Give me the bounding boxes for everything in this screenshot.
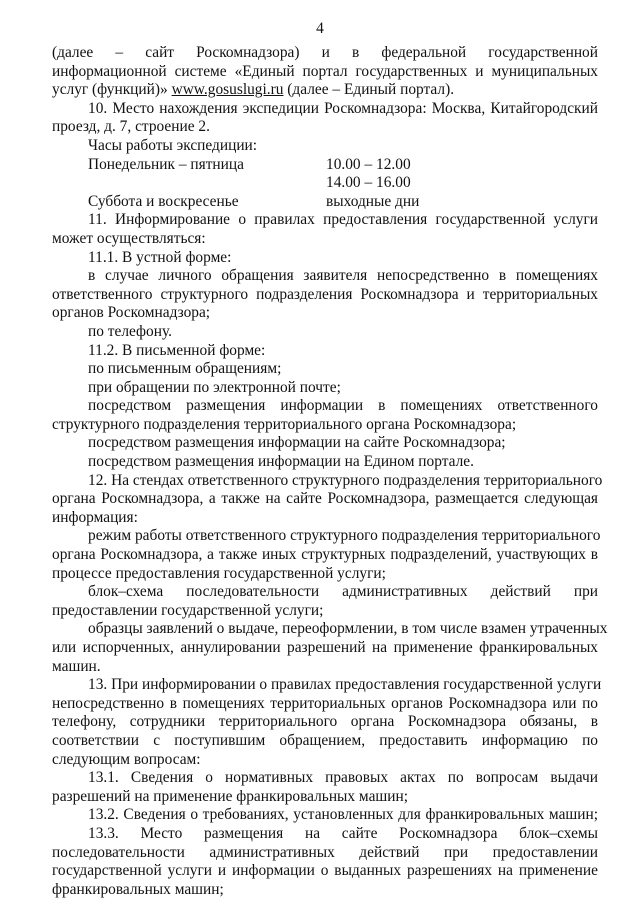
text-line: по письменным обращениям;: [88, 360, 282, 378]
text-line: государственной услуги и информации о выданных разрешениях на применение: [52, 862, 598, 880]
text-line: структурного подразделения территориального органа Роскомнадзора;: [52, 415, 517, 433]
text-line: информационной системе «Единый портал государственных и муниципальных: [52, 62, 598, 80]
text-line: органа Роскомнадзора, а также на сайте Роскомнадзора, размещается следующая: [52, 490, 598, 508]
text-line-portal: [52, 81, 598, 100]
portal-link[interactable]: www.gosuslugi.ru: [171, 81, 284, 99]
paragraph-13-3: 13.3. Место размещения на сайте Роскомнадзора блок–схемы: [88, 824, 598, 842]
page-number: 4: [316, 20, 324, 37]
text-line: разрешений на применение франкировальных машин;: [52, 787, 408, 805]
text-line: следующим вопросам:: [52, 750, 201, 768]
paragraph-13: 13. При информировании о правилах предоставления государственной услуги: [88, 676, 602, 694]
schedule-row: [52, 174, 598, 193]
text-line: посредством размещения информации в помещениях ответственного: [88, 397, 598, 415]
schedule-time: 14.00 – 16.00: [326, 174, 411, 192]
text-line: образцы заявлений о выдаче, переоформлении, в том числе взамен утраченных: [88, 620, 608, 638]
text-line: процессе предоставления государственной услуги;: [52, 564, 386, 582]
text-line: информация:: [52, 508, 138, 526]
paragraph-10: 10. Место нахождения экспедиции Роскомнадзора: Москва, Китайгородский: [88, 99, 598, 117]
text-segment: (далее – Единый портал).: [283, 81, 455, 99]
text-line: или испорченных, аннулировании разрешений на применение франкировальных: [52, 639, 598, 656]
text-line: блок–схема последовательности административных действий при: [88, 583, 598, 601]
text-line: непосредственно в помещениях территориальных органов Роскомнадзора или по: [52, 694, 598, 712]
schedule-days: Понедельник – пятница: [88, 155, 244, 173]
paragraph-11-1: 11.1. В устной форме:: [88, 248, 232, 266]
text-line: телефону, сотрудники территориального органа Роскомнадзора обязаны, в: [52, 713, 598, 731]
schedule-time: 10.00 – 12.00: [326, 155, 411, 173]
text-line: режим работы ответственного структурного подразделения территориального: [88, 527, 601, 545]
text-line: может осуществляться:: [52, 229, 206, 247]
paragraph-12: 12. На стендах ответственного структурного подразделения территориального: [88, 471, 603, 489]
text-line: посредством размещения информации на сайте Роскомнадзора;: [88, 434, 506, 452]
text-line: органа Роскомнадзора, а также иных структурных подразделений, участвующих в: [52, 546, 598, 564]
paragraph-13-1: 13.1. Сведения о нормативных правовых актах по вопросам выдачи: [88, 769, 598, 787]
text-line: ответственного структурного подразделения Роскомнадзора и территориальных: [52, 285, 598, 303]
text-line: предоставлении государственной услуги;: [52, 601, 324, 619]
text-line: по телефону.: [88, 322, 172, 340]
text-line: (далее – сайт Роскомнадзора) и в федеральной государственной: [52, 44, 598, 61]
text-line: органов Роскомнадзора;: [52, 304, 211, 322]
schedule-time: выходные дни: [326, 192, 420, 210]
text-line: последовательности административных действий при предоставлении: [52, 843, 598, 861]
text-line: посредством размещения информации на Едином портале.: [88, 453, 474, 471]
text-line: проезд, д. 7, строение 2.: [52, 118, 210, 136]
text-line: франкировальных машин;: [52, 880, 224, 898]
text-line: в случае личного обращения заявителя непосредственно в помещениях: [88, 267, 598, 285]
text-line: соответствии с поступившим обращением, предоставить информацию по: [52, 731, 598, 749]
schedule-days: Суббота и воскресенье: [88, 192, 239, 210]
paragraph-11-2: 11.2. В письменной форме:: [88, 341, 266, 359]
paragraph-13-2: 13.2. Сведения о требованиях, установленных для франкировальных машин;: [88, 806, 598, 824]
schedule-heading: Часы работы экспедиции:: [88, 136, 258, 154]
text-line: при обращении по электронной почте;: [88, 378, 341, 396]
text-segment: услуг (функций)»: [52, 81, 172, 99]
document-body: [52, 44, 608, 899]
schedule-row: [52, 156, 598, 175]
paragraph-11: 11. Информирование о правилах предоставления государственной услуги: [88, 211, 598, 229]
text-line: машин.: [52, 657, 101, 675]
schedule-row: [52, 193, 598, 212]
